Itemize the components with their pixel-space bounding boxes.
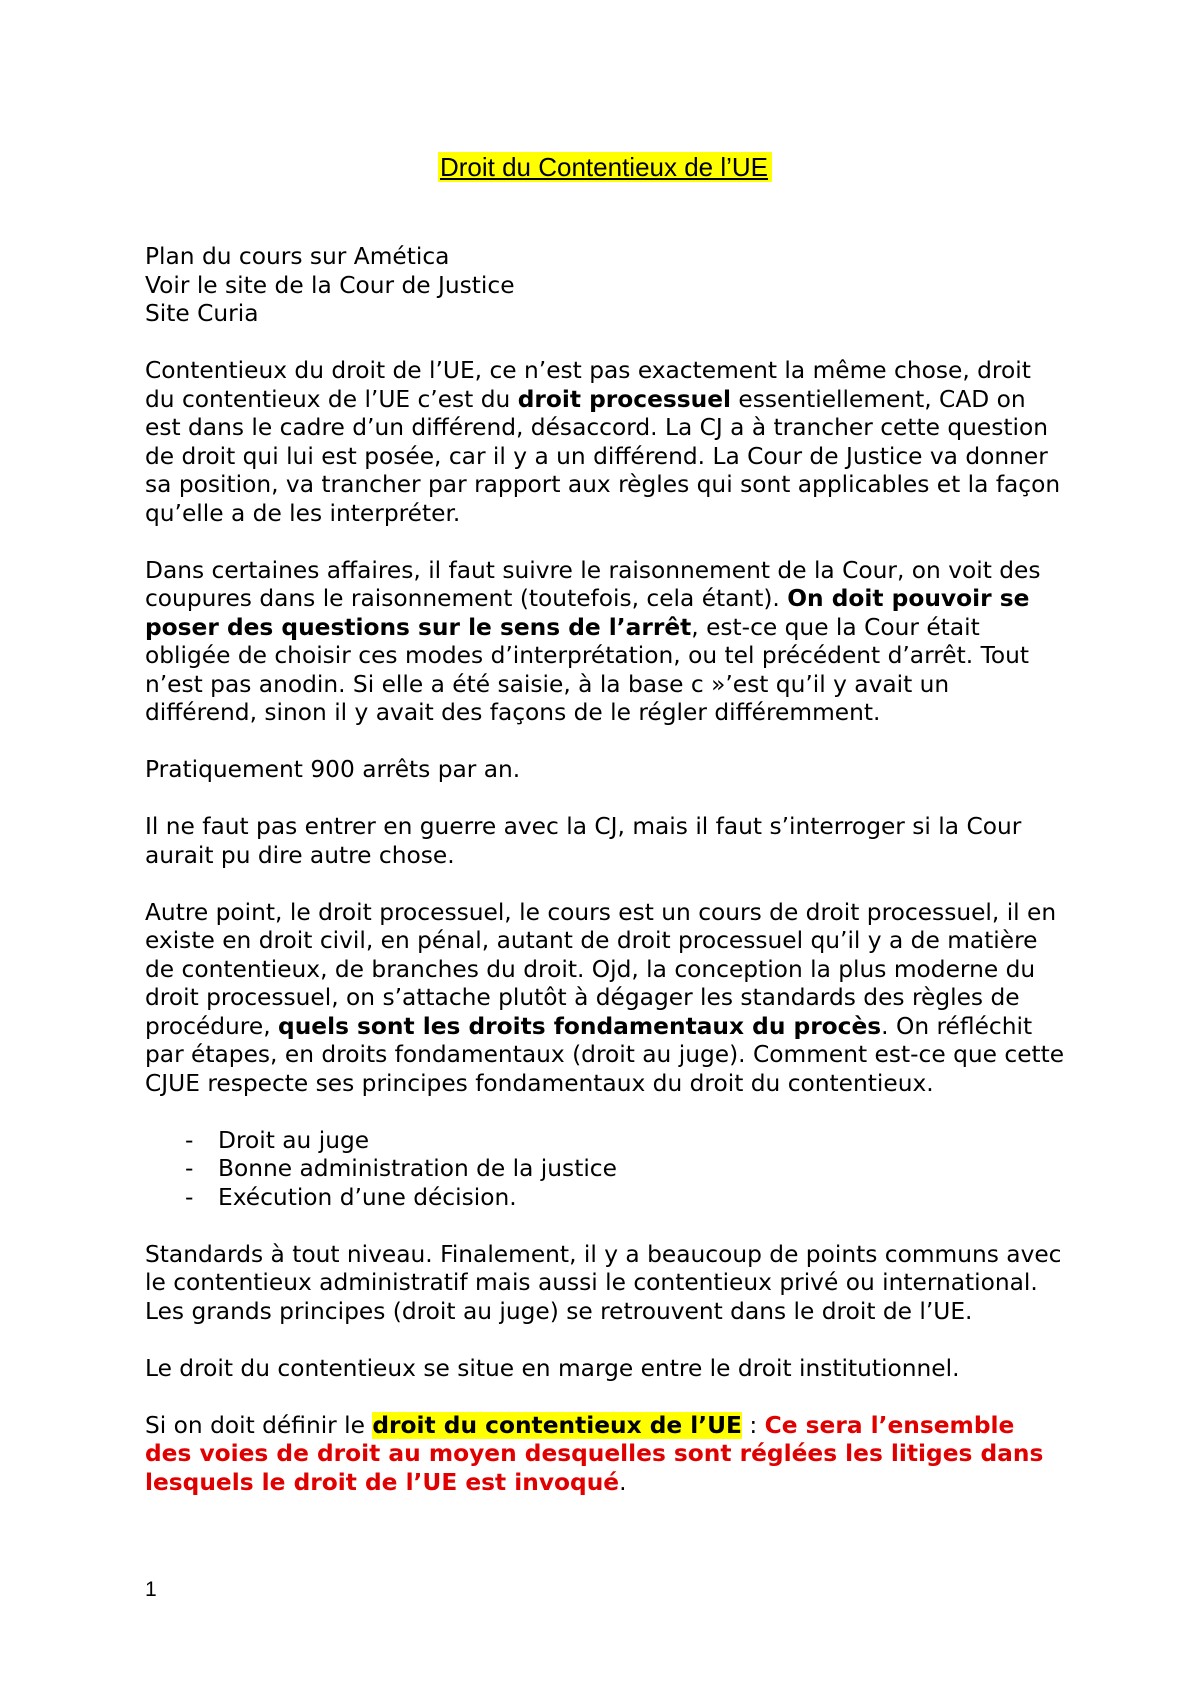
paragraph-2-text-a: Dans certaines affaires, il faut suivre le raisonnement de la Cour, on voit des coupures dans le raisonnement (toutefois, cela étant). [145, 556, 1041, 612]
definition-red-text: Ce sera l’ensemble des voies de droit au moyen desquelles sont réglées les litiges dans lesquels le droit de l’UE est invoqué [145, 1411, 1044, 1496]
page-number: 1 [145, 1578, 157, 1601]
paragraph-5 [145, 899, 1065, 1099]
paragraph-1 [145, 357, 1065, 528]
document-title-text: Droit du Contentieux de l’UE [438, 152, 772, 182]
list-item: - Exécution d’une décision. [185, 1184, 1065, 1213]
paragraph-4: Il ne faut pas entrer en guerre avec la CJ, mais il faut s’interroger si la Cour aurait pu dire autre chose. [145, 813, 1022, 869]
paragraph-2 [145, 557, 1065, 728]
paragraph-5-text-c: . On réfléchit par étapes, en droits fondamentaux (droit au juge). Comment est-ce que cette CJUE respecte ses principes fondamentaux du droit du contentieux. [145, 1012, 1065, 1097]
paragraph-1-text-a: Contentieux du droit de l’UE, ce n’est pas exactement la même chose, droit du contentieux de l’UE c’est du [145, 357, 1031, 413]
paragraph-5-text-a: Autre point, le droit processuel, le cours est un cours de droit processuel, il en existe en droit civil, en pénal, autant de droit processuel qu’il y a de matière de contentieux, de branches du droit. Ojd, la conception la plus moderne du droit processuel, on s’attache plutôt à dégager les standards des règles de procédure, [145, 898, 1057, 1040]
paragraph-7: Le droit du contentieux se situe en marge entre le droit institutionnel. [145, 1354, 960, 1382]
paragraph-1-text-c: essentiellement, CAD on est dans le cadre d’un différend, désaccord. La CJ a à trancher cette question de droit qui lui est posée, car il y a un différend. La Cour de Justice va donner sa position, va trancher par rapport aux règles qui sont applicables et la façon qu’elle a de les interpréter. [145, 385, 1061, 527]
list-item: - Bonne administration de la justice [185, 1155, 1065, 1184]
document-body [145, 243, 1065, 1526]
intro-line: Voir le site de la Cour de Justice [145, 271, 515, 299]
paragraph-1-bold: droit processuel [517, 385, 731, 413]
paragraph-5-bold: quels sont les droits fondamentaux du procès [278, 1012, 882, 1040]
paragraph-6: Standards à tout niveau. Finalement, il y a beaucoup de points communs avec le contentieux administratif mais aussi le contentieux privé ou international. Les grands principes (droit au juge) se retrouvent dans le droit de l’UE. [145, 1240, 1062, 1325]
paragraph-8-text-a: Si on doit définir le [145, 1411, 373, 1439]
paragraph-8 [145, 1412, 1065, 1498]
paragraph-2-bold: On doit pouvoir se poser des questions sur le sens de l’arrêt [145, 585, 1030, 641]
document-title [145, 151, 1065, 183]
paragraph-8-colon: : [741, 1411, 765, 1439]
paragraph-2-text-c: , est-ce que la Cour était obligée de choisir ces modes d’interprétation, ou tel précédent d’arrêt. Tout n’est pas anodin. Si elle a été saisie, à la base c »’est qu’il y avait un différend, sinon il y avait des façons de le régler différemment. [145, 613, 1030, 726]
paragraph-3: Pratiquement 900 arrêts par an. [145, 756, 521, 783]
list-item: - Droit au juge [185, 1127, 1065, 1156]
definition-term-highlight: droit du contentieux de l’UE [372, 1411, 742, 1439]
paragraph-8-period: . [619, 1468, 627, 1496]
principles-list [145, 1127, 1065, 1213]
intro-block [145, 243, 1065, 329]
intro-line: Site Curia [145, 300, 259, 327]
intro-line: Plan du cours sur Amética [145, 243, 450, 270]
